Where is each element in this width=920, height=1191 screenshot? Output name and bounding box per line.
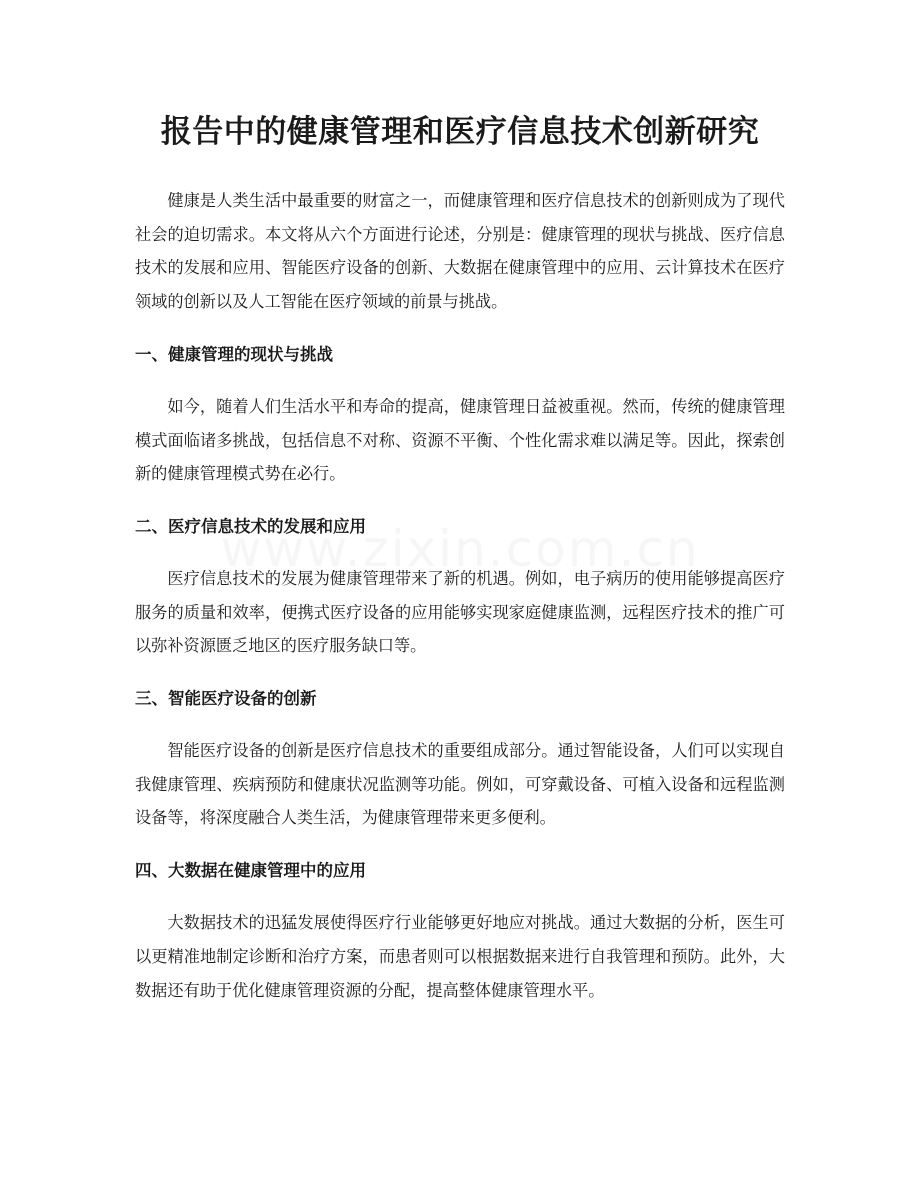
section-heading-3: 三、智能医疗设备的创新: [135, 689, 317, 709]
intro-paragraph: 健康是人类生活中最重要的财富之一，而健康管理和医疗信息技术的创新则成为了现代社会的迫切需求。本文将从六个方面进行论述，分别是：健康管理的现状与挑战、医疗信息技术的发展和应用、智能医疗设备的创新、大数据在健康管理中的应用、云计算技术在医疗领域的创新以及人工智能在医疗领域的前景与挑战。: [135, 191, 785, 312]
section-heading-1: 一、健康管理的现状与挑战: [135, 344, 333, 364]
section-body-1: 如今，随着人们生活水平和寿命的提高，健康管理日益被重视。然而，传统的健康管理模式面临诸多挑战，包括信息不对称、资源不平衡、个性化需求难以满足等。因此，探索创新的健康管理模式势在必行。: [135, 396, 785, 484]
section-body-4: 大数据技术的迅猛发展使得医疗行业能够更好地应对挑战。通过大数据的分析，医生可以更精准地制定诊断和治疗方案，而患者则可以根据数据来进行自我管理和预防。此外，大数据还有助于优化健康管理资源的分配，提高整体健康管理水平。: [135, 913, 785, 1000]
section-body-2: 医疗信息技术的发展为健康管理带来了新的机遇。例如，电子病历的使用能够提高医疗服务的质量和效率，便携式医疗设备的应用能够实现家庭健康监测，远程医疗技术的推广可以弥补资源匮乏地区的医疗服务缺口等。: [135, 568, 785, 656]
section-heading-2: 二、医疗信息技术的发展和应用: [135, 516, 366, 536]
section-heading-4: 四、大数据在健康管理中的应用: [135, 861, 366, 881]
document-title: 报告中的健康管理和医疗信息技术创新研究: [160, 114, 760, 150]
section-body-3: 智能医疗设备的创新是医疗信息技术的重要组成部分。通过智能设备，人们可以实现自我健康管理、疾病预防和健康状况监测等功能。例如，可穿戴设备、可植入设备和远程监测设备等，将深度融合人类生活，为健康管理带来更多便利。: [135, 741, 785, 828]
